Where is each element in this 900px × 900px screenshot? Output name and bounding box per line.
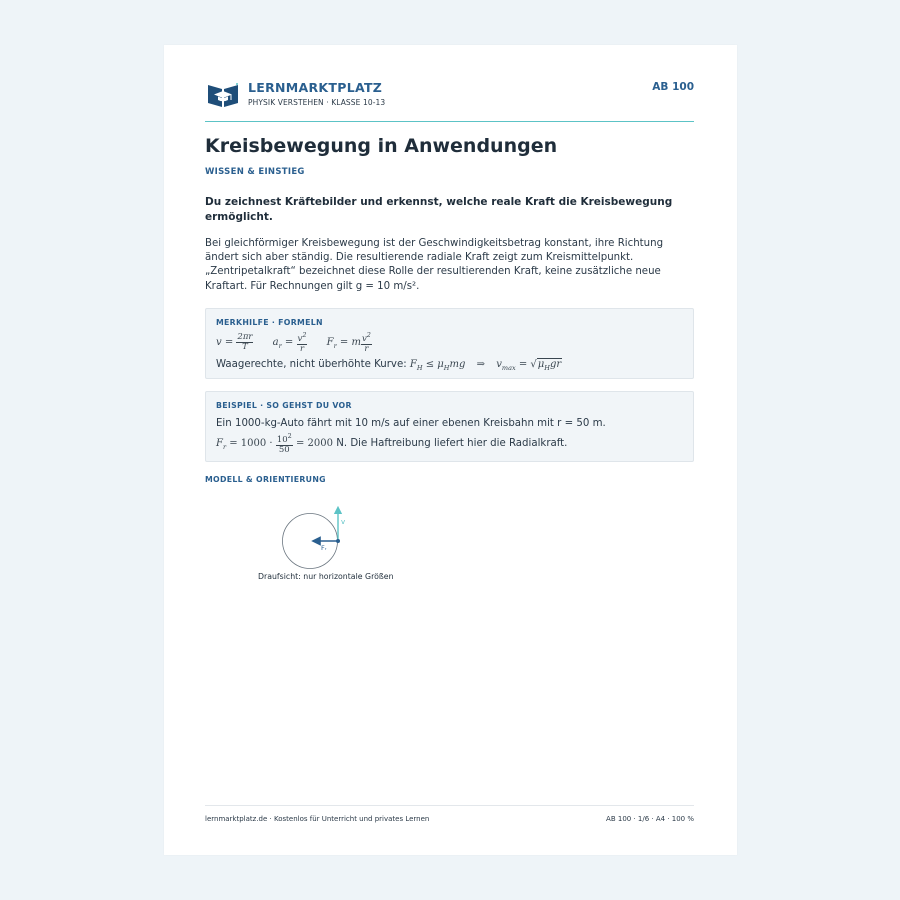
- curve-condition-text: Waagerechte, nicht überhöhte Kurve:: [216, 359, 407, 370]
- footer-site: lernmarktplatz.de · Kostenlos für Unterricht und privates Lernen: [205, 815, 430, 823]
- formula-vmax: $v_{max} = √\mu_Hgr$: [496, 359, 562, 372]
- merkhilfe-box: [205, 308, 694, 379]
- formula-friction-condition: $F_H \le \mu_Hmg$: [409, 359, 466, 372]
- document-code: AB 100: [652, 81, 694, 93]
- body-paragraph: Bei gleichförmiger Kreisbewegung ist der Geschwindigkeitsbetrag konstant, ihre Richtung ändert sich aber ständig. Die resultierende radiale Kraft zeigt zum Kreismittelpunkt. „Zentripetalkraft“ bezeichnet diese Rolle der resultierenden Kraft, keine zusätzliche neue Kraftart. Für Rechnungen gilt g = 10 m/s².: [205, 238, 664, 292]
- force-label: Fᵣ: [321, 544, 327, 552]
- example-line-2: [216, 432, 567, 455]
- merkhilfe-heading: MERKHILFE · FORMELN: [216, 318, 323, 327]
- implies-symbol: ⇒: [476, 359, 485, 370]
- formula-force: $F_r = m$ $\frac{v^2}{r}$: [326, 331, 371, 354]
- worksheet-page: [164, 45, 737, 855]
- diagram-caption: Draufsicht: nur horizontale Größen: [258, 572, 394, 581]
- example-line-2-text: N. Die Haftreibung liefert hier die Radialkraft.: [336, 437, 568, 449]
- formula-row: [216, 331, 388, 354]
- brand-name: LERNMARKTPLATZ: [248, 80, 383, 95]
- velocity-label: v: [341, 518, 346, 526]
- footer-divider: [205, 805, 694, 806]
- beispiel-box: [205, 391, 694, 462]
- page-title: Kreisbewegung in Anwendungen: [205, 135, 558, 157]
- lead-paragraph: Du zeichnest Kräftebilder und erkennst, welche reale Kraft die Kreisbewegung ermöglicht.: [205, 196, 673, 223]
- header-divider: [205, 121, 694, 122]
- formula-example-force: $F_r = 1000$ · $\frac{10^2}{50}$ = 2000: [216, 432, 333, 455]
- formula-acceleration: $a_r$ = $\frac{v^2}{r}$: [272, 331, 307, 354]
- section-subtitle: WISSEN & EINSTIEG: [205, 167, 305, 177]
- brand-tagline: PHYSIK VERSTEHEN · KLASSE 10-13: [248, 98, 386, 107]
- curve-condition-line: [216, 359, 562, 372]
- graduation-cap-book-icon: [207, 81, 239, 109]
- model-heading: MODELL & ORIENTIERUNG: [205, 475, 326, 484]
- header: [205, 78, 694, 118]
- body-point: [336, 539, 340, 543]
- formula-velocity: v = $\frac{2\pi r}{T}$: [216, 331, 253, 352]
- footer-page-info: AB 100 · 1/6 · A4 · 100 %: [606, 815, 694, 823]
- example-line-1: Ein 1000-kg-Auto fährt mit 10 m/s auf einer ebenen Kreisbahn mit r = 50 m.: [216, 418, 606, 429]
- beispiel-heading: BEISPIEL · SO GEHST DU VOR: [216, 401, 352, 410]
